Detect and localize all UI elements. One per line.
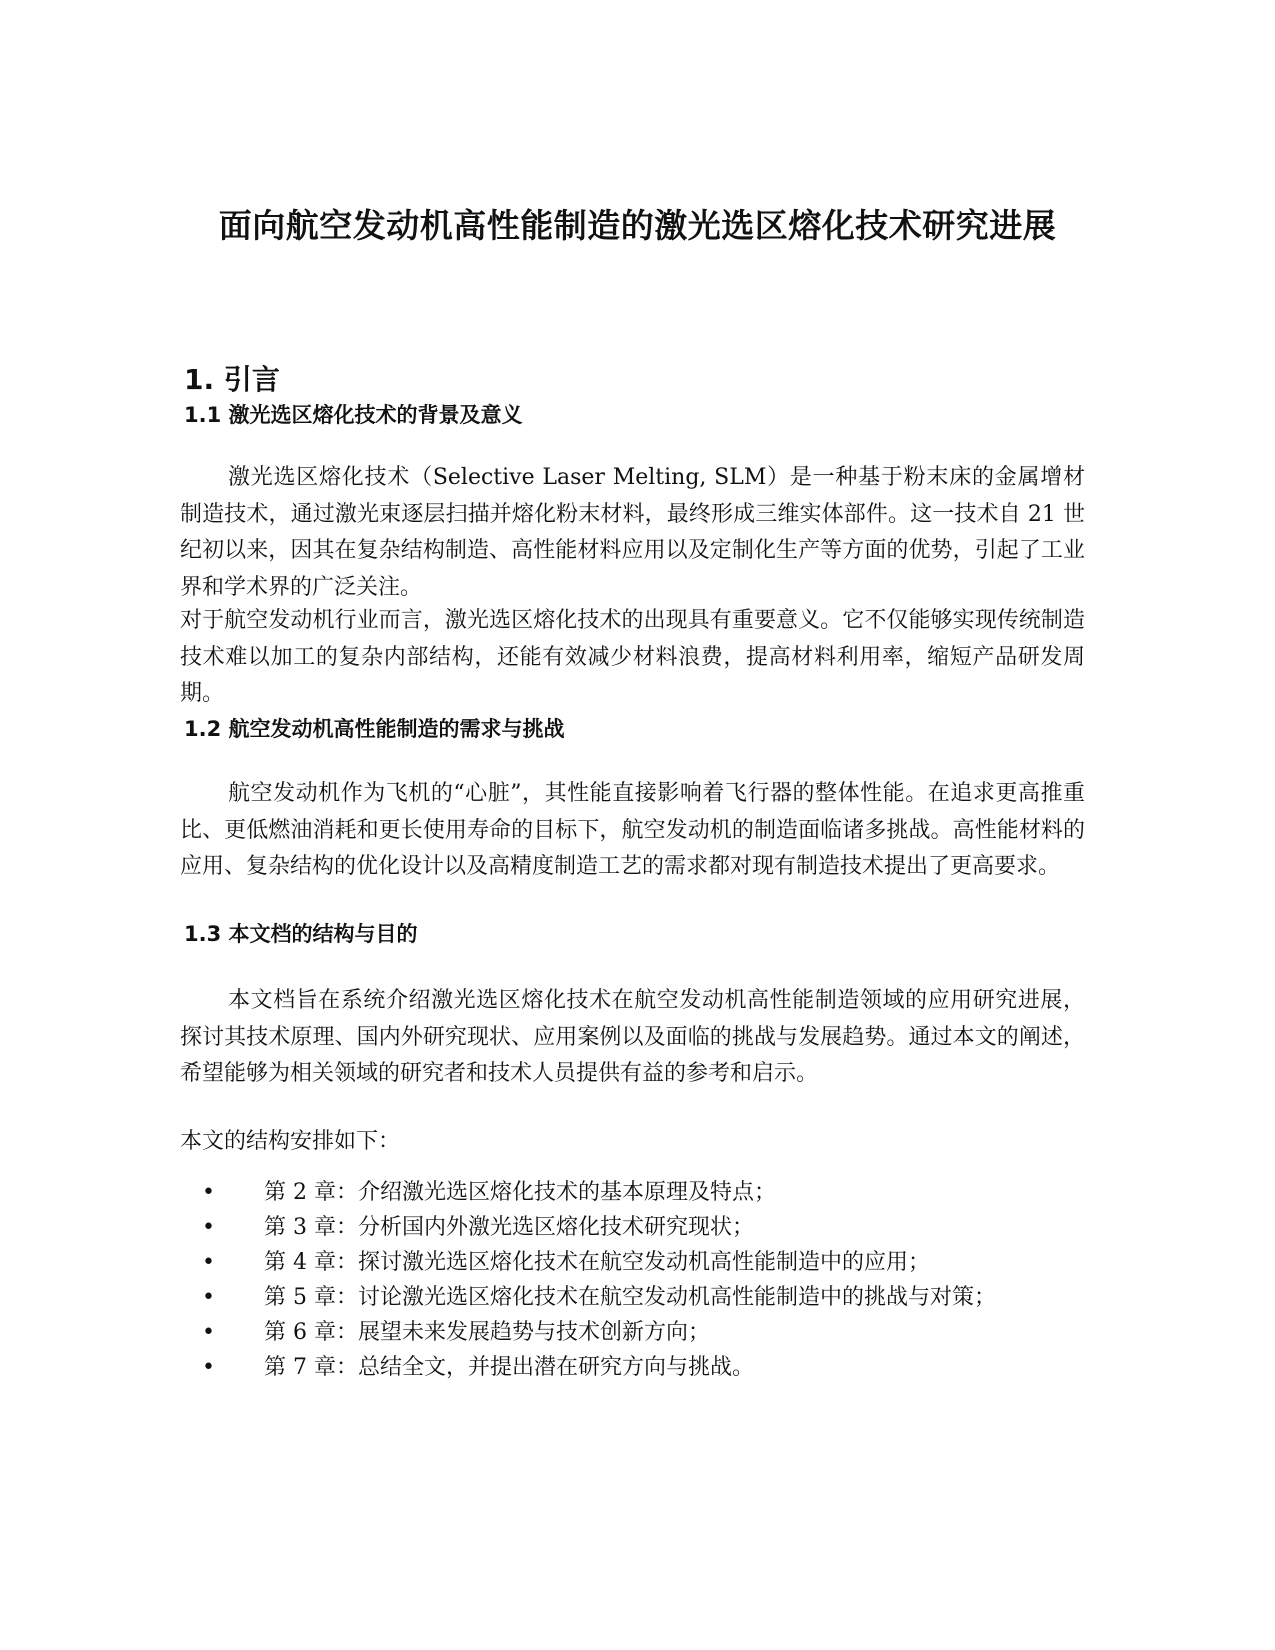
list-item-text: 第 2 章：介绍激光选区熔化技术的基本原理及特点； [264,1180,776,1205]
list-item-text: 第 3 章：分析国内外激光选区熔化技术研究现状； [264,1215,754,1240]
paragraph-1-1-b: 对于航空发动机行业而言，激光选区熔化技术的出现具有重要意义。它不仅能够实现传统制造技术难以加工的复杂内部结构，还能有效减少材料浪费，提高材料利用率，缩短产品研发周期。 [180,608,1085,706]
paragraph-1-3-a: 本文档旨在系统介绍激光选区熔化技术在航空发动机高性能制造领域的应用研究进展，探讨其技术原理、国内外研究现状、应用案例以及面临的挑战与发展趋势。通过本文的阐述，希望能够为相关领域的研究者和技术人员提供有益的参考和启示。 [180,988,1085,1086]
section-heading-introduction: 1. 引言 [184,363,280,396]
list-item [180,1280,1085,1315]
bullet-icon: • [202,1320,215,1345]
list-item-text: 第 4 章：探讨激光选区熔化技术在航空发动机高性能制造中的应用； [264,1250,930,1275]
paragraph-1-2: 航空发动机作为飞机的“心脏”，其性能直接影响着飞行器的整体性能。在追求更高推重比、更低燃油消耗和更长使用寿命的目标下，航空发动机的制造面临诸多挑战。高性能材料的应用、复杂结构的优化设计以及高精度制造工艺的需求都对现有制造技术提出了更高要求。 [180,781,1085,879]
chapter-outline-list [180,1175,1085,1385]
list-item-text: 第 6 章：展望未来发展趋势与技术创新方向； [264,1320,710,1345]
bullet-icon: • [202,1180,215,1205]
bullet-icon: • [202,1355,215,1380]
subsection-heading-1-1: 1.1 激光选区熔化技术的背景及意义 [184,403,523,427]
bullet-icon: • [202,1285,215,1310]
list-item [180,1315,1085,1350]
document-title: 面向航空发动机高性能制造的激光选区熔化技术研究进展 [218,206,1057,245]
list-item-text: 第 7 章：总结全文，并提出潜在研究方向与挑战。 [264,1355,754,1380]
list-item-text: 第 5 章：讨论激光选区熔化技术在航空发动机高性能制造中的挑战与对策； [264,1285,996,1310]
bullet-icon: • [202,1215,215,1240]
bullet-icon: • [202,1250,215,1275]
paragraph-1-3-b: 本文的结构安排如下： [180,1129,401,1154]
subsection-heading-1-2: 1.2 航空发动机高性能制造的需求与挑战 [184,717,565,741]
paragraph-1-1-a: 激光选区熔化技术（Selective Laser Melting, SLM）是一种基于粉末床的金属增材制造技术，通过激光束逐层扫描并熔化粉末材料，最终形成三维实体部件。这一技术自 21 世纪初以来，因其在复杂结构制造、高性能材料应用以及定制化生产等方面的优势，引起了工业界和学术界的广泛关注。 [180,465,1085,600]
subsection-heading-1-3: 1.3 本文档的结构与目的 [184,922,418,946]
list-item [180,1210,1085,1245]
list-item [180,1245,1085,1280]
list-item [180,1175,1085,1210]
list-item [180,1350,1085,1385]
